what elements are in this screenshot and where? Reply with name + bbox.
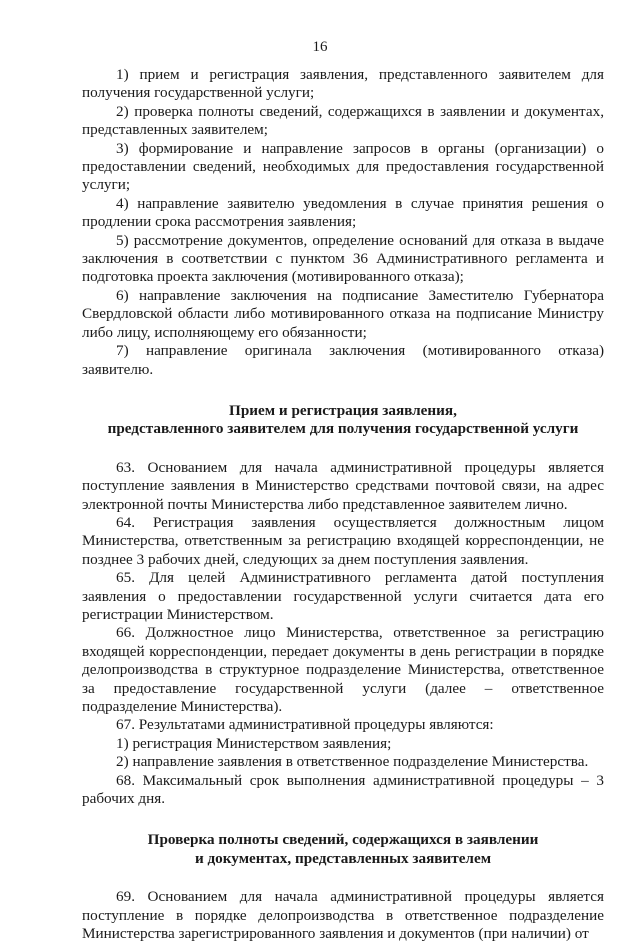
paragraph: 66. Должностное лицо Министерства, ответственное за регистрацию входящей корреспонденции, передает документы в день регистрации в порядке делопроизводства в структурное подразделение Министерства, ответственное за предоставление государственной услуги (далее – ответственное подразделение Министерства). bbox=[82, 624, 604, 715]
list-item: 7) направление оригинала заключения (мотивированного отказа) заявителю. bbox=[82, 342, 604, 378]
list-item: 3) формирование и направление запросов в органы (организации) о предоставлении сведений, необходимых для предоставления государственной услуги; bbox=[82, 139, 604, 194]
procedure-list bbox=[82, 66, 604, 379]
list-item: 5) рассмотрение документов, определение оснований для отказа в выдаче заключения в соответствии с пунктом 36 Административного регламента и подготовка проекта заключения (мотивированного отказа); bbox=[82, 231, 604, 286]
list-item: 6) направление заключения на подписание Заместителю Губернатора Свердловской области либо мотивированного отказа на подписание Министру либо лицу, исполняющему его обязанности; bbox=[82, 286, 604, 341]
heading-line: Прием и регистрация заявления, bbox=[229, 401, 457, 419]
paragraph: 68. Максимальный срок выполнения административной процедуры – 3 рабочих дня. bbox=[82, 771, 604, 808]
document-body bbox=[82, 66, 604, 943]
paragraph: 2) направление заявления в ответственное подразделение Министерства. bbox=[116, 753, 589, 771]
section-registration-body bbox=[82, 459, 604, 809]
paragraph: 63. Основанием для начала административной процедуры является поступление заявления в Министерство средствами почтовой связи, на адрес электронной почты Министерства либо представленное заявителем лично. bbox=[82, 458, 604, 513]
paragraph: 69. Основанием для начала административной процедуры является поступление в порядке делопроизводства в ответственное подразделение Министерства зарегистрированного заявления и документов (при наличии) от bbox=[82, 888, 604, 943]
heading-line: и документах, представленных заявителем bbox=[194, 849, 492, 867]
paragraph: 65. Для целей Административного регламента датой поступления заявления о предоставлении государственной услуги считается дата его регистрации Министерством. bbox=[82, 569, 604, 623]
list-item: 1) прием и регистрация заявления, представленного заявителем для получения государственной услуги; bbox=[82, 66, 604, 102]
list-item: 2) проверка полноты сведений, содержащихся в заявлении и документах, представленных заявителем; bbox=[82, 102, 604, 139]
section-completeness-body bbox=[82, 888, 604, 943]
paragraph: 64. Регистрация заявления осуществляется должностным лицом Министерства, ответственным за регистрацию входящей корреспонденции, не позднее 3 рабочих дней, следующих за днем поступления заявления. bbox=[82, 513, 604, 568]
page-number: 16 bbox=[312, 39, 328, 55]
heading-line: Проверка полноты сведений, содержащихся в заявлении bbox=[147, 831, 539, 849]
paragraph: 67. Результатами административной процедуры являются: bbox=[116, 716, 494, 734]
heading-line: представленного заявителем для получения государственной услуги bbox=[107, 420, 579, 438]
section-heading-registration bbox=[82, 402, 604, 439]
paragraph: 1) регистрация Министерством заявления; bbox=[116, 734, 392, 752]
section-heading-completeness-check bbox=[82, 831, 604, 868]
list-item: 4) направление заявителю уведомления в случае принятия решения о продлении срока рассмотрения заявления; bbox=[82, 194, 604, 231]
